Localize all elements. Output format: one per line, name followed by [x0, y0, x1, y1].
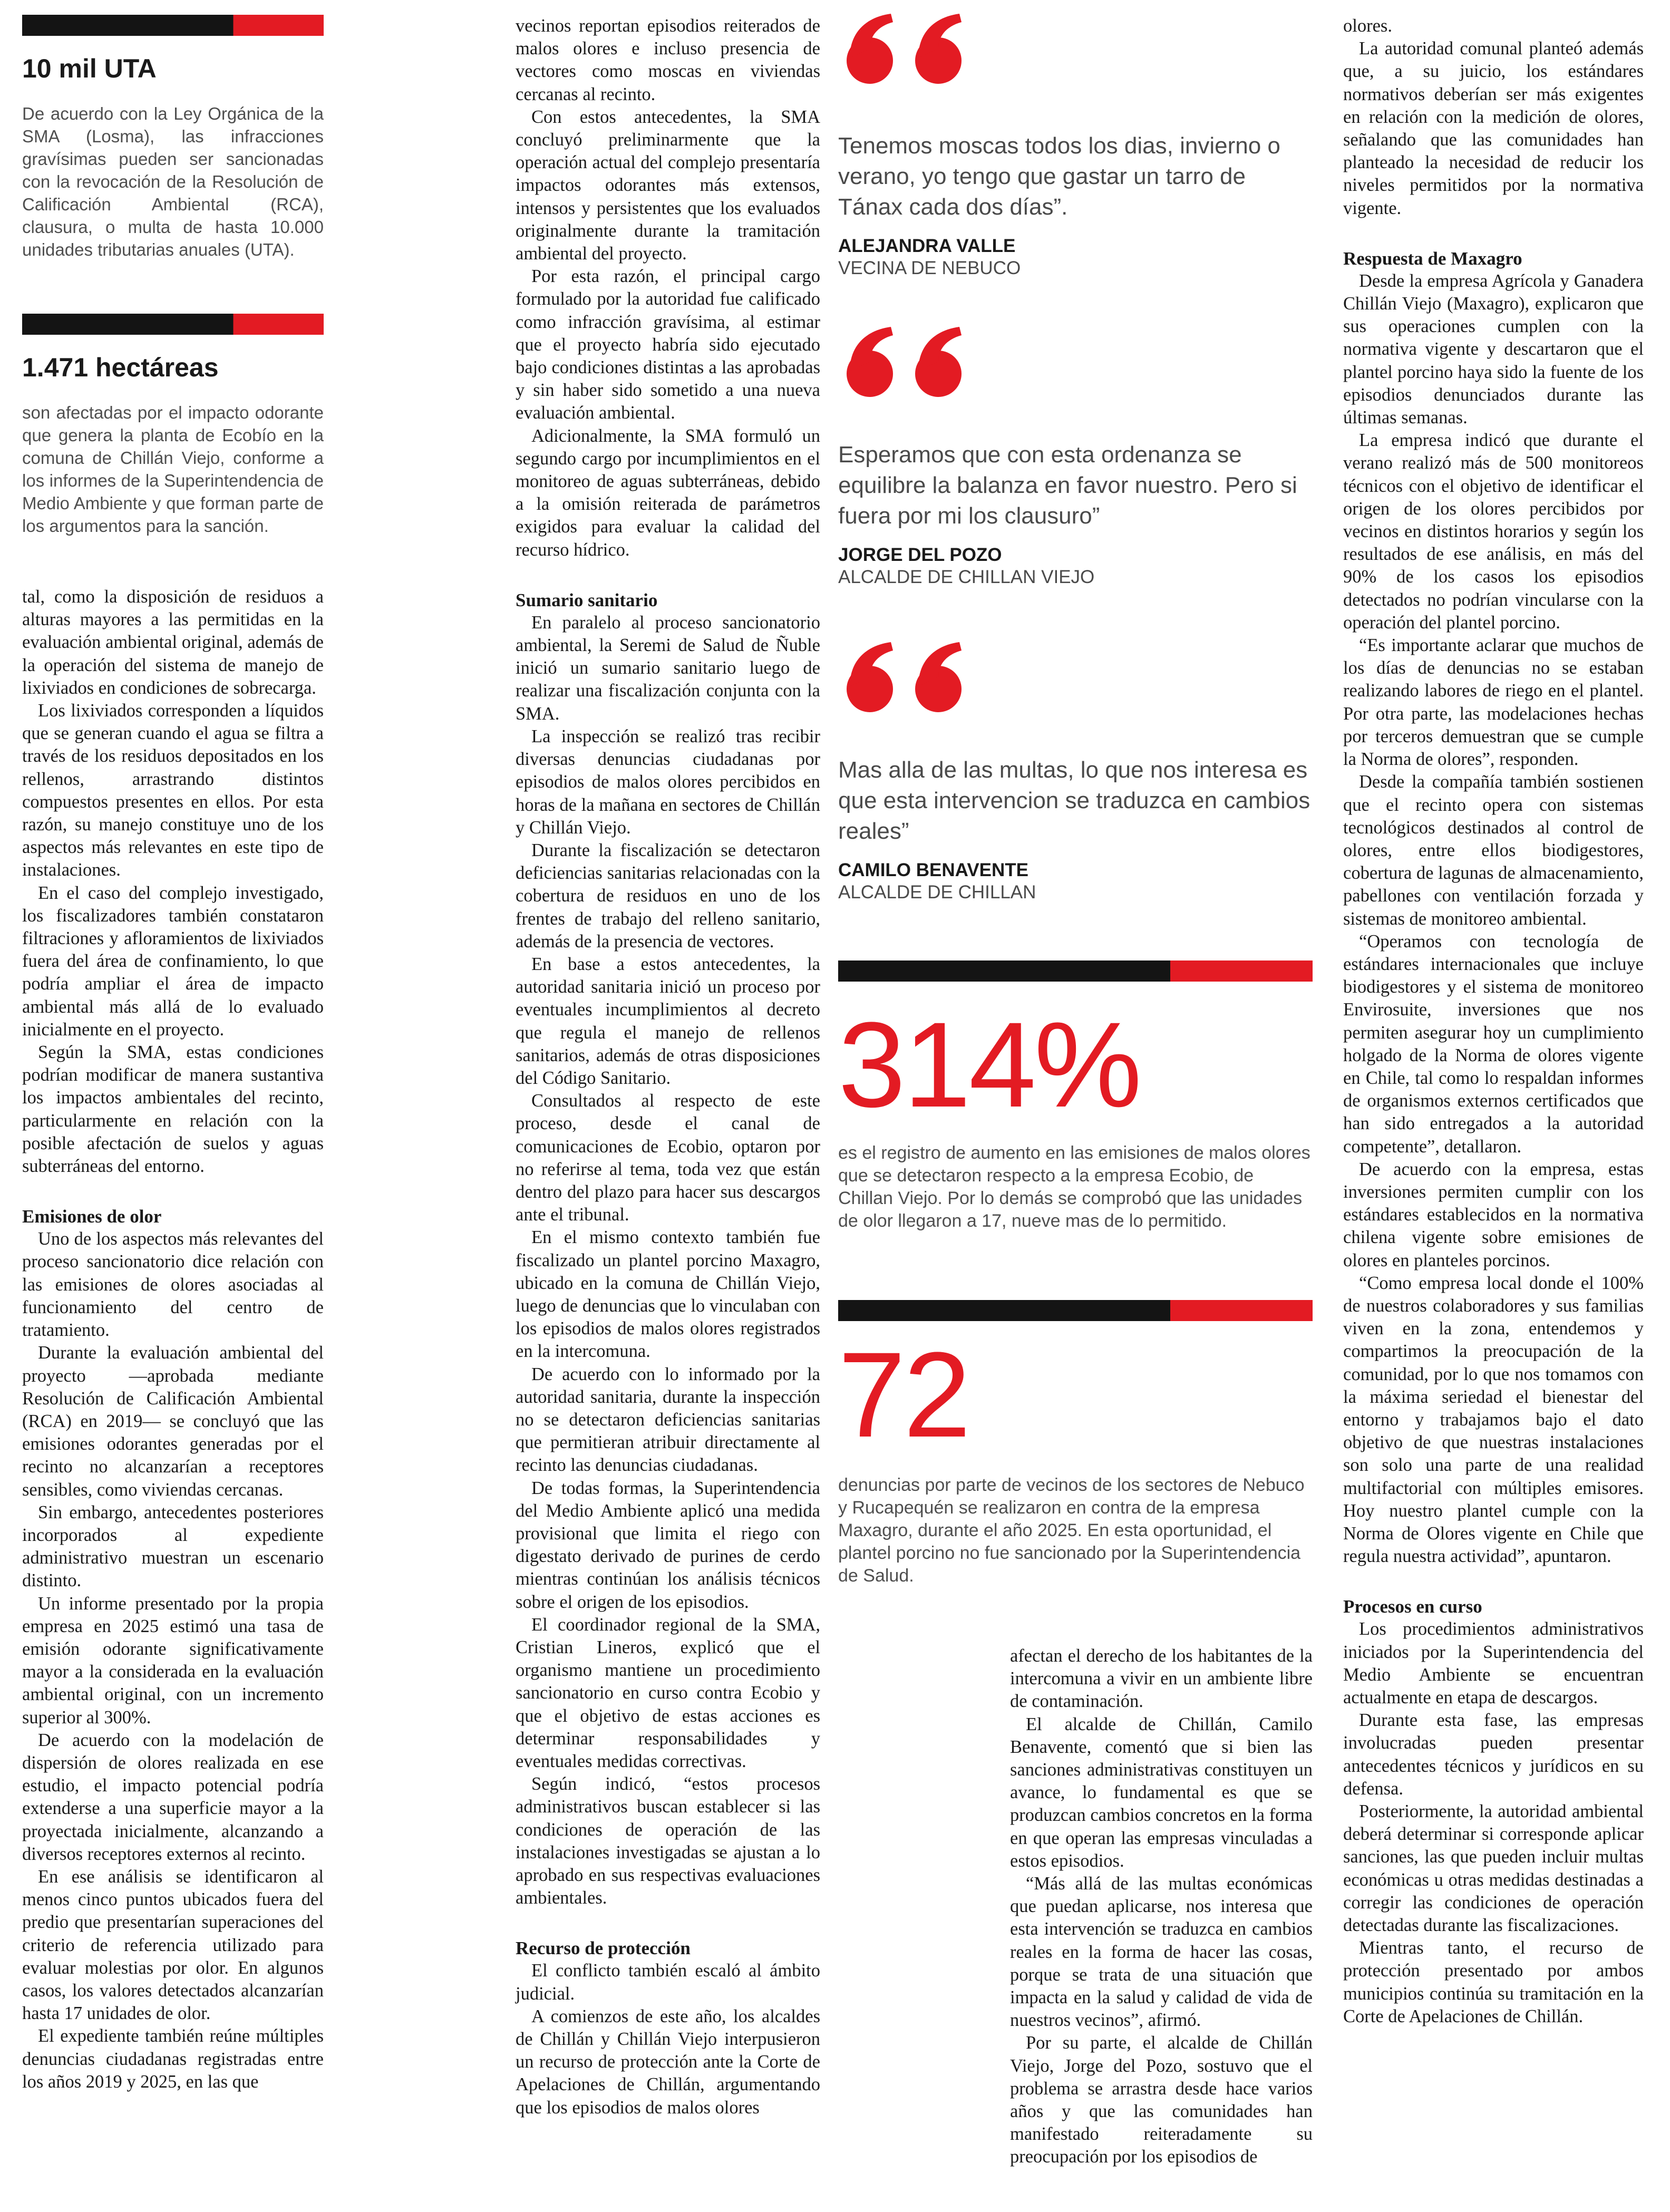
paragraph: En paralelo al proceso sancionatorio ambiental, la Seremi de Salud de Ñuble inició un sumario sanitario luego de realizar una fiscalización conjunta con la SMA.: [516, 612, 820, 724]
paragraph: Durante la evaluación ambiental del proyecto —aprobada mediante Resolución de Calificación Ambiental (RCA) en 2019— se concluyó que las emisiones odorantes generadas por el recinto no alcanzarían a receptores sensibles, como viviendas cercanas.: [22, 1343, 324, 1500]
paragraph: El conflicto también escaló al ámbito judicial.: [516, 1961, 820, 2004]
subheading: Recurso de protección: [516, 1938, 691, 1959]
quote-author: JORGE DEL POZO: [838, 545, 1002, 565]
paragraph: Desde la empresa Agrícola y Ganadera Chillán Viejo (Maxagro), explicaron que sus operaciones cumplen con la normativa vigente y descartaron que el plantel porcino haya sido la fuente de los episodios denunciados durante las últimas semanas.: [1343, 270, 1644, 428]
article-text: [22, 586, 324, 2093]
paragraph: Sin embargo, antecedentes posteriores incorporados al expediente administrativo muestran un escenario distinto.: [22, 1502, 324, 1591]
paragraph: En el caso del complejo investigado, los fiscalizadores también constataron filtraciones y afloramientos de lixiviados fuera del área de confinamiento, lo que podría ampliar el área de impacto ambiental más allá de lo evaluado inicialmente en el proyecto.: [22, 882, 324, 1040]
paragraph: Según la SMA, estas condiciones podrían modificar de manera sustantiva los impactos ambientales del recinto, particularmente en relación con la posible afectación de suelos y aguas subterráneas del entorno.: [22, 1042, 324, 1177]
paragraph: tal, como la disposición de residuos a alturas mayores a las permitidas en la evaluación ambiental original, además de la operación del sistema de manejo de lixiviados en condiciones de sobrecarga.: [22, 587, 324, 698]
paragraph: El expediente también reúne múltiples denuncias ciudadanas registradas entre los años 2019 y 2025, en las que: [22, 2026, 324, 2092]
paragraph: La autoridad comunal planteó además que, a su juicio, los estándares normativos deberían ser más exigentes en relación con la medición de olores, señalando que las comunidades han planteado la necesidad de reducir los niveles permitidos por la normativa vigente.: [1343, 38, 1644, 218]
quote-mark-icon: [838, 11, 980, 84]
column-1: [22, 0, 324, 2093]
paragraph: Uno de los aspectos más relevantes del proceso sancionatorio dice relación con las emisiones de olores asociadas al funcionamiento del centro de tratamiento.: [22, 1229, 324, 1341]
stat-number: 314%: [838, 997, 1140, 1132]
paragraph: Adicionalmente, la SMA formuló un segundo cargo por incumplimientos en el monitoreo de aguas subterráneas, debido a la omisión reiterada de parámetros exigidos para evaluar la calidad del recurso hídrico.: [516, 425, 820, 560]
paragraph: En el mismo contexto también fue fiscalizado un plantel porcino Maxagro, ubicado en la comuna de Chillán Viejo, luego de denuncias que lo vinculaban con los episodios de malos olores registrados en la intercomuna.: [516, 1227, 820, 1362]
subheading: Procesos en curso: [1343, 1596, 1482, 1617]
article-text: [516, 15, 820, 2119]
paragraph: De acuerdo con la empresa, estas inversiones permiten cumplir con los estándares establecidos en la normativa chilena vigente sobre emisiones de olores en planteles porcinos.: [1343, 1159, 1644, 1270]
quote-mark-icon: [838, 324, 980, 397]
stat-block: [838, 1300, 1313, 1587]
quote-mark-icon: [838, 639, 980, 713]
article-text: [1343, 15, 1644, 2028]
section-bar: [22, 314, 324, 335]
column-4: [1343, 0, 1644, 2028]
paragraph: Según indicó, “estos procesos administrativos buscan establecer si las condiciones de operación de las instalaciones investigadas se ajustan a lo aprobado en sus respectivas evaluaciones ambientales.: [516, 1774, 820, 1908]
paragraph: Durante la fiscalización se detectaron deficiencias sanitarias relacionadas con la cobertura de residuos en uno de los frentes de trabajo del relleno sanitario, además de la presencia de vectores.: [516, 840, 820, 952]
paragraph: Los procedimientos administrativos iniciados por la Superintendencia del Medio Ambiente se encuentran actualmente en etapa de descargos.: [1343, 1619, 1644, 1708]
paragraph: Por esta razón, el principal cargo formulado por la autoridad fue calificado como infracción gravísima, al estimar que el proyecto habría sido ejecutado bajo condiciones distintas a las aprobadas y sin haber sido sometido a una nueva evaluación ambiental.: [516, 266, 820, 423]
paragraph: La empresa indicó que durante el verano realizó más de 500 monitoreos técnicos con el objetivo de identificar el origen de los olores percibidos por vecinos en distintos horarios y según los resultados de ese análisis, en más del 90% de los casos los episodios detectados no podrían vincularse con la operación del plantel porcino.: [1343, 430, 1644, 633]
box-title: 10 mil UTA: [22, 54, 157, 83]
paragraph: afectan el derecho de los habitantes de la intercomuna a vivir en un ambiente libre de contaminación.: [1010, 1646, 1313, 1712]
paragraph: De acuerdo con lo informado por la autoridad sanitaria, durante la inspección no se detectaron deficiencias sanitarias que permitieran atribuir directamente al recinto las denuncias ciudadanas.: [516, 1364, 820, 1476]
quote-role: ALCALDE DE CHILLAN VIEJO: [838, 567, 1095, 587]
stat-text: es el registro de aumento en las emisiones de malos olores que se detectaron respecto a la empresa Ecobio, de Chillan Viejo. Por lo demás se comprobó que las unidades de olor llegaron a 17, nueve mas de lo permitido.: [838, 1143, 1310, 1231]
box-text: son afectadas por el impacto odorante que genera la planta de Ecobío en la comuna de Chillán Viejo, conforme a los informes de la Superintendencia de Medio Ambiente y que forman parte de los argumentos para la sanción.: [22, 403, 324, 536]
column-2: [516, 0, 820, 2119]
subheading: Sumario sanitario: [516, 589, 658, 610]
paragraph: De acuerdo con la modelación de dispersión de olores realizada en ese estudio, el impacto potencial podría extenderse a una superficie mayor a la proyectada inicialmente, alcanzando a diversos receptores externos al recinto.: [22, 1730, 324, 1864]
paragraph: olores.: [1343, 16, 1392, 36]
quote-author: CAMILO BENAVENTE: [838, 860, 1029, 880]
paragraph: “Operamos con tecnología de estándares internacionales que incluye biodigestores y el sistema de monitoreo Envirosuite, inversiones que nos permiten asegurar hoy un cumplimiento holgado de la Norma de olores vigente en Chile, tal como lo respaldan informes de organismos externos certificados que han sido entregados a la autoridad competente”, detallaron.: [1343, 931, 1644, 1157]
paragraph: “Más allá de las multas económicas que puedan aplicarse, nos interesa que esta intervención se traduzca en cambios reales en la forma de hacer las cosas, porque se trata de una situación que impacta en la salud y calidad de vida de nuestros vecinos”, afirmó.: [1010, 1874, 1313, 2031]
quote-text: Mas alla de las multas, lo que nos interesa es que esta intervencion se traduzca en cambios reales”: [838, 757, 1310, 844]
quote-role: VECINA DE NEBUCO: [838, 258, 1021, 278]
paragraph: Un informe presentado por la propia empresa en 2025 estimó una tasa de emisión odorante significativamente mayor a la considerada en la evaluación ambiental original, con un incremento superior al 300%.: [22, 1593, 324, 1728]
quote-role: ALCALDE DE CHILLAN: [838, 882, 1036, 903]
paragraph: De todas formas, la Superintendencia del Medio Ambiente aplicó una medida provisional que limita el riego con digestato derivado de purines de cerdo mientras continúan los análisis técnicos sobre el origen de los episodios.: [516, 1478, 820, 1612]
quote-block: [838, 324, 1313, 588]
box-text: De acuerdo con la Ley Orgánica de la SMA (Losma), las infracciones gravísimas pueden ser sancionadas con la revocación de la Resolución de Calificación Ambiental (RCA), clausura, o multa de hasta 10.000 unidades tributarias anuales (UTA).: [22, 104, 324, 259]
paragraph: Mientras tanto, el recurso de protección presentado por ambos municipios continúa su tramitación en la Corte de Apelaciones de Chillán.: [1343, 1938, 1644, 2026]
paragraph: En ese análisis se identificaron al menos cinco puntos ubicados fuera del predio que presentarían superaciones del criterio de referencia utilizado para evaluar molestias por olor. En algunos casos, los valores detectados alcanzarían hasta 17 unidades de olor.: [22, 1866, 324, 2024]
paragraph: Por su parte, el alcalde de Chillán Viejo, Jorge del Pozo, sostuvo que el problema se arrastra desde hace varios años y que las comunidades han manifestado reiteradamente su preocupación por los episodios de: [1010, 2033, 1313, 2167]
stat-number: 72: [838, 1327, 969, 1462]
stat-text: denuncias por parte de vecinos de los sectores de Nebuco y Rucapequén se realizaron en contra de la empresa Maxagro, durante el año 2025. En esta oportunidad, el plantel porcino no fue sancionado por la Superintendencia de Salud.: [838, 1475, 1305, 1586]
paragraph: Desde la compañía también sostienen que el recinto opera con sistemas tecnológicos destinados al control de olores, entre ellos biodigestores, cobertura de lagunas de almacenamiento, pabellones con ventilación forzada y sistemas de monitoreo ambiental.: [1343, 772, 1644, 929]
quote-text: Esperamos que con esta ordenanza se equilibre la balanza en favor nuestro. Pero si fuera por mi los clausuro”: [838, 442, 1297, 529]
paragraph: Los lixiviados corresponden a líquidos que se generan cuando el agua se filtra a través de los residuos depositados en los rellenos, arrastrando distintos compuestos presentes en ellos. Por esta razón, su manejo constituye uno de los aspectos más relevantes en este tipo de instalaciones.: [22, 701, 324, 880]
box-title: 1.471 hectáreas: [22, 353, 219, 382]
paragraph: Consultados al respecto de este proceso, desde el canal de comunicaciones de Ecobio, optaron por no referirse al tema, toda vez que están dentro del plazo para hacer sus descargos ante el tribunal.: [516, 1091, 820, 1225]
paragraph: En base a estos antecedentes, la autoridad sanitaria inició un proceso por eventuales incumplimientos al decreto que regula el manejo de rellenos sanitarios, además de otras disposiciones del Código Sanitario.: [516, 954, 820, 1088]
paragraph: La inspección se realizó tras recibir diversas denuncias ciudadanas por episodios de malos olores percibidos en horas de la mañana en sectores de Chillán y Chillán Viejo.: [516, 726, 820, 838]
quote-author: ALEJANDRA VALLE: [838, 236, 1016, 256]
subheading: Emisiones de olor: [22, 1206, 162, 1227]
paragraph: A comienzos de este año, los alcaldes de Chillán y Chillán Viejo interpusieron un recurso de protección ante la Corte de Apelaciones de Chillán, argumentando que los episodios de malos olores: [516, 2006, 820, 2118]
paragraph: Durante esta fase, las empresas involucradas pueden presentar antecedentes técnicos y jurídicos en su defensa.: [1343, 1710, 1644, 1799]
stat-block: [838, 961, 1313, 1233]
section-bar: [838, 1300, 1313, 1321]
subheading: Respuesta de Maxagro: [1343, 248, 1522, 269]
paragraph: El alcalde de Chillán, Camilo Benavente, comentó que si bien las sanciones administrativas constituyen un avance, lo fundamental es que se produzcan cambios concretos en la forma en que operan las empresas vinculadas a estos episodios.: [1010, 1714, 1313, 1871]
quote-text: Tenemos moscas todos los dias, invierno o verano, yo tengo que gastar un tarro de Tánax cada dos días”.: [838, 133, 1280, 220]
quote-block: [838, 639, 1313, 904]
section-bar: [22, 15, 324, 36]
paragraph: El coordinador regional de la SMA, Cristian Lineros, explicó que el organismo mantiene un procedimiento sancionatorio en curso contra Ecobio y que el objetivo de estas acciones es determinar responsabilidades y eventuales medidas correctivas.: [516, 1614, 820, 1772]
article-text: [1010, 1645, 1313, 2169]
paragraph: Posteriormente, la autoridad ambiental deberá determinar si corresponde aplicar sanciones, las que pueden incluir multas económicas u otras medidas destinadas a corregir las condiciones de operación detectadas durante las fiscalizaciones.: [1343, 1801, 1644, 1936]
paragraph: “Es importante aclarar que muchos de los días de denuncias no se estaban realizando labores de riego en el plantel. Por otra parte, las modelaciones hechas por terceros demuestran que se cumple la Norma de olores”, responden.: [1343, 635, 1644, 770]
quote-block: [838, 11, 1313, 279]
paragraph: Con estos antecedentes, la SMA concluyó preliminarmente que la operación actual del complejo presentaría impactos odorantes más extensos, intensos y persistentes que los evaluados originalmente durante la tramitación ambiental del proyecto.: [516, 106, 820, 264]
column-3: [838, 0, 1313, 2212]
section-bar: [838, 961, 1313, 982]
paragraph: “Como empresa local donde el 100% de nuestros colaboradores y sus familias viven en la zona, entendemos y compartimos la preocupación de la comunidad, por lo que nos tomamos con la máxima seriedad el bienestar del entorno y trabajamos bajo el dato objetivo de que nuestras instalaciones son solo una parte de una realidad multifactorial con múltiples emisores. Hoy nuestro plantel cumple con la Norma de Olores vigente en Chile que regula nuestra actividad”, apuntaron.: [1343, 1273, 1644, 1567]
paragraph: vecinos reportan episodios reiterados de malos olores e incluso presencia de vectores como moscas en viviendas cercanas al recinto.: [516, 16, 820, 104]
